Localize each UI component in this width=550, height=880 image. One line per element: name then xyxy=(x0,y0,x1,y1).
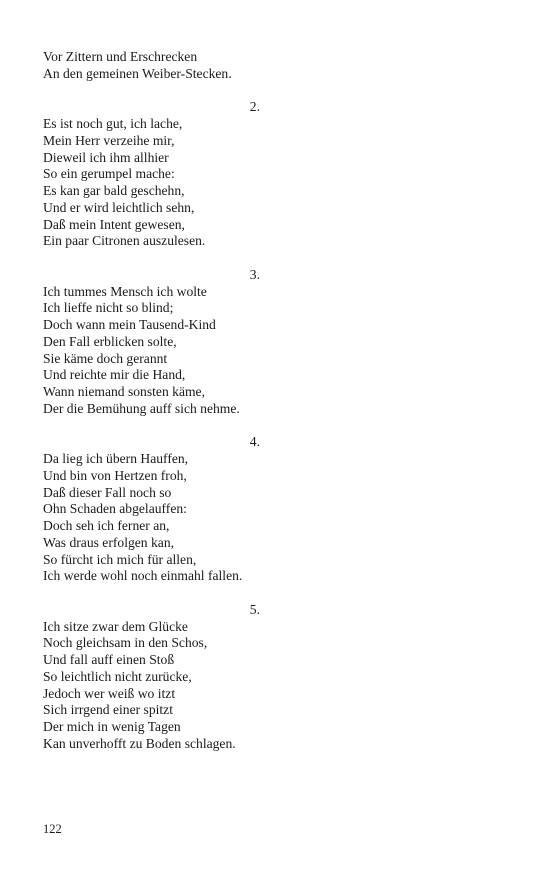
poem-line: So leichtlich nicht zurücke, xyxy=(43,668,192,684)
poem-line: So ein gerumpel mache: xyxy=(43,166,175,182)
poem-body xyxy=(43,49,273,753)
poem-line: Sie käme doch gerannt xyxy=(43,350,168,366)
poem-line: Was draus erfolgen kan, xyxy=(43,534,175,550)
poem-line: Daß mein Intent gewesen, xyxy=(43,216,185,232)
poem-line: Ein paar Citronen auszulesen. xyxy=(43,233,206,249)
poem-line: Dieweil ich ihm allhier xyxy=(43,149,169,165)
poem-line: Und er wird leichtlich sehn, xyxy=(43,199,195,215)
poem-line: Ich sitze zwar dem Glücke xyxy=(43,618,188,634)
poem-line: Und reichte mir die Hand, xyxy=(43,367,186,383)
stanza-4 xyxy=(43,434,273,585)
stanza-number: 2. xyxy=(249,99,260,115)
poem-line: Kan unverhofft zu Boden schlagen. xyxy=(43,735,236,751)
page-number: 122 xyxy=(43,822,62,836)
poem-line: Sich irrgend einer spitzt xyxy=(43,702,173,718)
poem-line: Da lieg ich übern Hauffen, xyxy=(43,451,189,466)
poem-line: Der die Bemühung auff sich nehme. xyxy=(43,400,240,416)
poem-line: Ich lieffe nicht so blind; xyxy=(43,300,174,316)
poem-line: Vor Zittern und Erschrecken xyxy=(43,49,198,64)
poem-line: Jedoch wer weiß wo itzt xyxy=(43,685,176,701)
poem-line: Und fall auff einen Stoß xyxy=(43,652,175,667)
poem-line: An den gemeinen Weiber-Stecken. xyxy=(43,65,232,81)
stanza-5 xyxy=(43,602,273,753)
stanza-gap xyxy=(43,585,273,602)
stanza-1 xyxy=(43,49,273,83)
stanza-2 xyxy=(43,99,273,250)
poem-line: Doch seh ich ferner an, xyxy=(43,518,170,533)
stanza-gap xyxy=(43,83,273,100)
poem-line: Es kan gar bald geschehn, xyxy=(43,183,185,198)
poem-line: Doch wann mein Tausend-Kind xyxy=(43,317,216,332)
poem-line: Noch gleichsam in den Schos, xyxy=(43,635,208,651)
poem-line: Ich werde wohl noch einmahl fallen. xyxy=(43,568,243,584)
stanza-gap xyxy=(43,418,273,435)
poem-line: Mein Herr verzeihe mir, xyxy=(43,132,175,148)
poem-line: Daß dieser Fall noch so xyxy=(43,484,172,500)
poem-line: So fürcht ich mich für allen, xyxy=(43,551,197,567)
stanza-3 xyxy=(43,267,273,418)
poem-line: Den Fall erblicken solte, xyxy=(43,333,177,349)
poem-line: Der mich in wenig Tagen xyxy=(43,719,181,734)
poem-line: Ohn Schaden abgelauffen: xyxy=(43,501,187,517)
stanza-gap xyxy=(43,250,273,267)
poem-line: Wann niemand sonsten käme, xyxy=(43,384,205,399)
stanza-number: 4. xyxy=(249,434,260,450)
poem-line: Und bin von Hertzen froh, xyxy=(43,467,187,483)
poem-line: Ich tummes Mensch ich wolte xyxy=(43,283,207,299)
stanza-number: 5. xyxy=(249,601,260,617)
poem-line: Es ist noch gut, ich lache, xyxy=(43,116,183,131)
stanza-number: 3. xyxy=(249,266,260,282)
